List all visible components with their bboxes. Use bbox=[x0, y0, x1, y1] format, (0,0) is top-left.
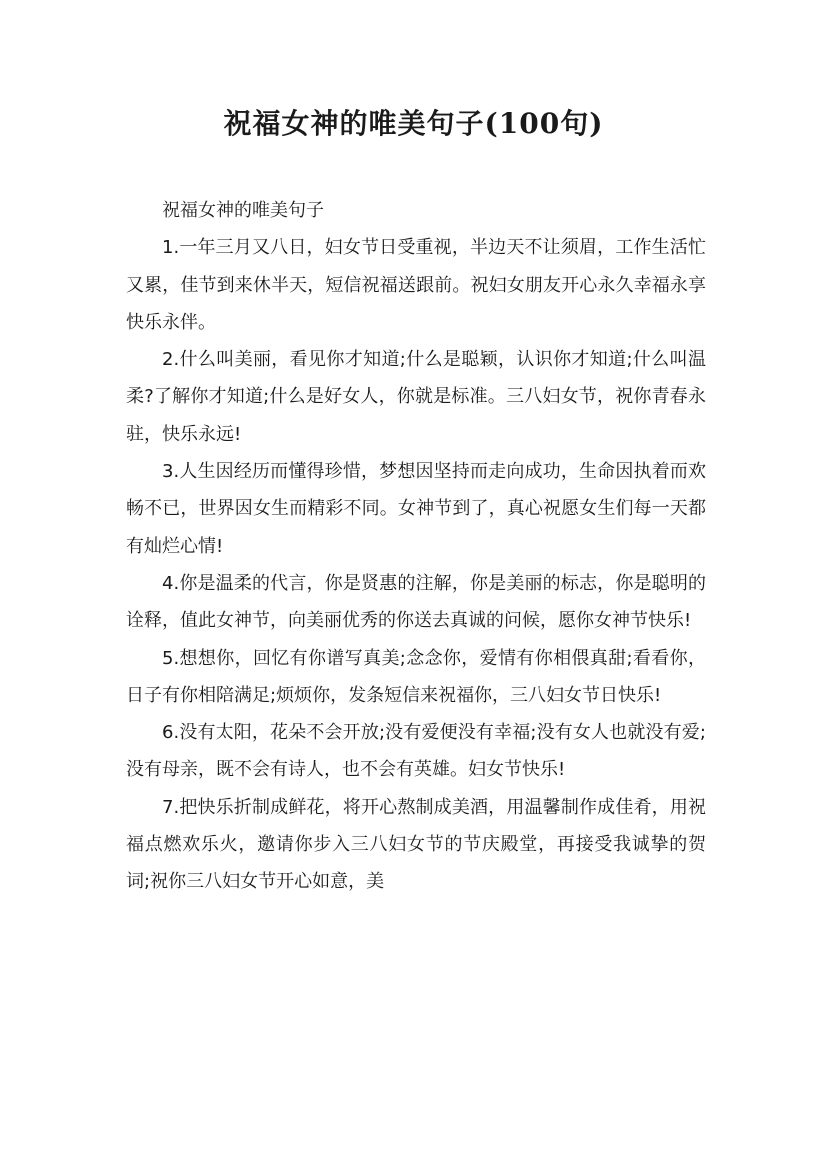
paragraph-5: 5.想想你，回忆有你谱写真美;念念你，爱情有你相偎真甜;看看你，日子有你相陪满足;烦烦你，发条短信来祝福你，三八妇女节日快乐! bbox=[126, 647, 706, 706]
paragraph-1: 1.一年三月又八日，妇女节日受重视，半边天不让须眉，工作生活忙又累，佳节到来休半天，短信祝福送跟前。祝妇女朋友开心永久幸福永享快乐永伴。 bbox=[126, 237, 706, 333]
document-body bbox=[126, 192, 706, 901]
document-title: 祝福女神的唯美句子(100句) bbox=[223, 107, 604, 140]
paragraph-7: 7.把快乐折制成鲜花，将开心熬制成美酒，用温馨制作成佳肴，用祝福点燃欢乐火，邀请你步入三八妇女节的节庆殿堂，再接受我诚挚的贺词;祝你三八妇女节开心如意，美 bbox=[126, 796, 706, 893]
paragraph-2: 2.什么叫美丽，看见你才知道;什么是聪颖，认识你才知道;什么叫温柔?了解你才知道;什么是好女人，你就是标准。三八妇女节，祝你青春永驻，快乐永远! bbox=[126, 349, 706, 445]
paragraph-6: 6.没有太阳，花朵不会开放;没有爱便没有幸福;没有女人也就没有爱;没有母亲，既不会有诗人，也不会有英雄。妇女节快乐! bbox=[126, 722, 706, 781]
section-heading: 祝福女神的唯美句子 bbox=[162, 200, 324, 221]
paragraph-4: 4.你是温柔的代言，你是贤惠的注解，你是美丽的标志，你是聪明的诠释，值此女神节，向美丽优秀的你送去真诚的问候，愿你女神节快乐! bbox=[126, 572, 706, 632]
paragraph-3: 3.人生因经历而懂得珍惜，梦想因坚持而走向成功，生命因执着而欢畅不已，世界因女生而精彩不同。女神节到了，真心祝愿女生们每一天都有灿烂心情! bbox=[126, 461, 706, 557]
